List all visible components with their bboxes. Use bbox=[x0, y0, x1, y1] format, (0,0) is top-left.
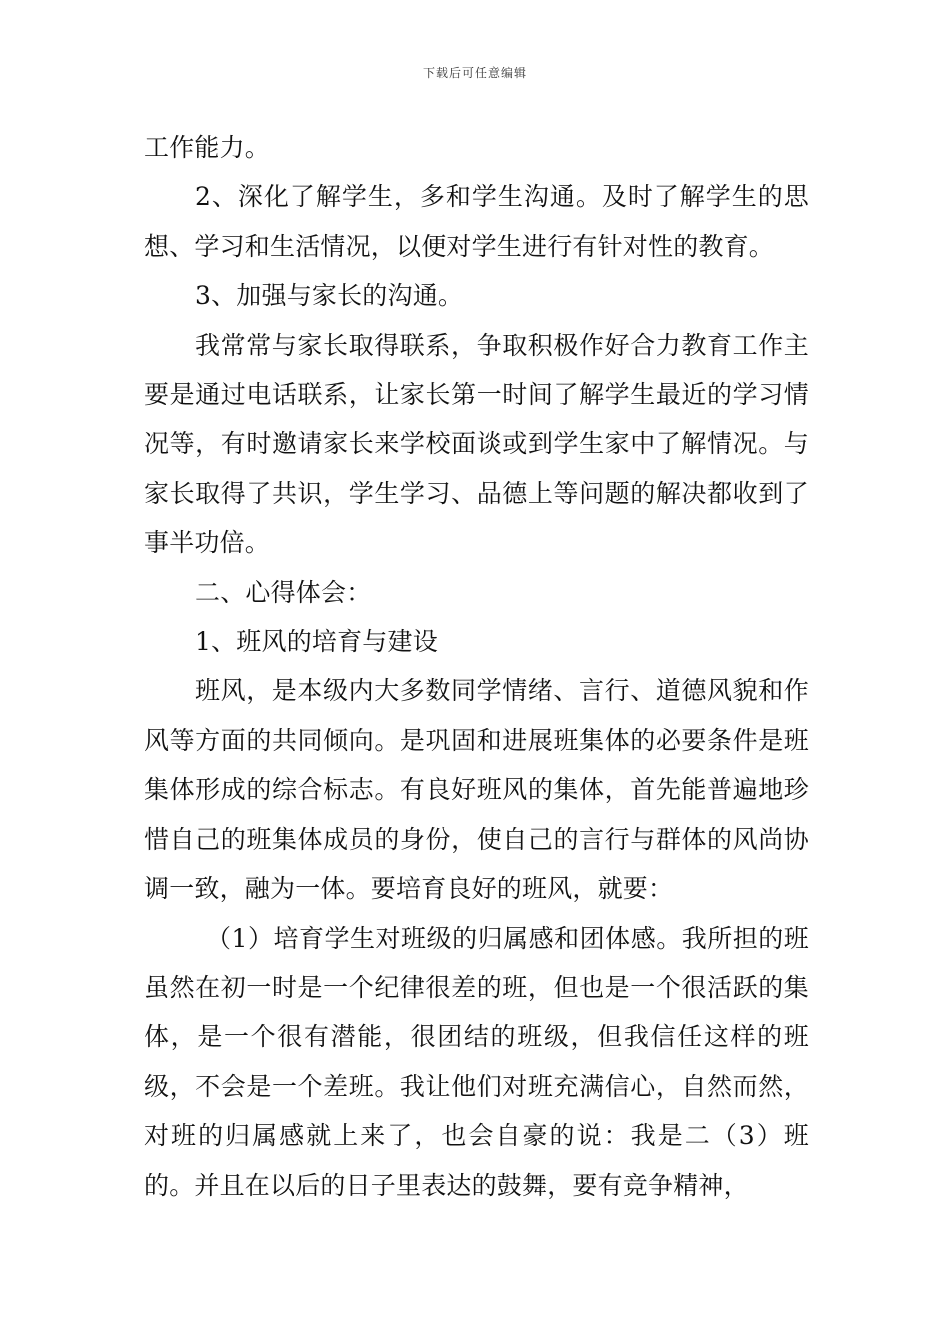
paragraph-class-spirit: 班风，是本级内大多数同学情绪、言行、道德风貌和作风等方面的共同倾向。是巩固和进展班集体的必要条件是班集体形成的综合标志。有良好班风的集体，首先能普遍地珍惜自己的班集体成员的身份，使自己的言行与群体的风尚协调一致，融为一体。要培育良好的班风，就要： bbox=[144, 676, 809, 904]
paragraph-continuation: 工作能力。 bbox=[144, 133, 271, 162]
paragraph-item-2: 2、深化了解学生，多和学生沟通。及时了解学生的思想、学习和生活情况，以便对学生进行有针对性的教育。 bbox=[144, 182, 809, 261]
section-heading-reflections: 二、心得体会： bbox=[195, 577, 372, 607]
subsection-heading-class-spirit: 1、班风的培育与建设 bbox=[195, 627, 438, 657]
page-header: 下载后可任意编辑 bbox=[422, 66, 527, 80]
paragraph-parent-communication: 我常常与家长取得联系，争取积极作好合力教育工作主要是通过电话联系，让家长第一时间了解学生最近的学习情况等，有时邀请家长来学校面谈或到学生家中了解情况。与家长取得了共识，学生学习、品德上等问题的解决都收到了事半功倍。 bbox=[144, 330, 809, 558]
document-body bbox=[144, 123, 809, 1210]
paragraph-belonging: （1）培育学生对班级的归属感和团体感。我所担的班虽然在初一时是一个纪律很差的班，但也是一个很活跃的集体，是一个很有潜能，很团结的班级，但我信任这样的班级，不会是一个差班。我让他们对班充满信心，自然而然，对班的归属感就上来了，也会自豪的说：我是二（3）班的。并且在以后的日子里表达的鼓舞，要有竞争精神， bbox=[144, 923, 809, 1200]
paragraph-item-3: 3、加强与家长的沟通。 bbox=[195, 281, 464, 311]
